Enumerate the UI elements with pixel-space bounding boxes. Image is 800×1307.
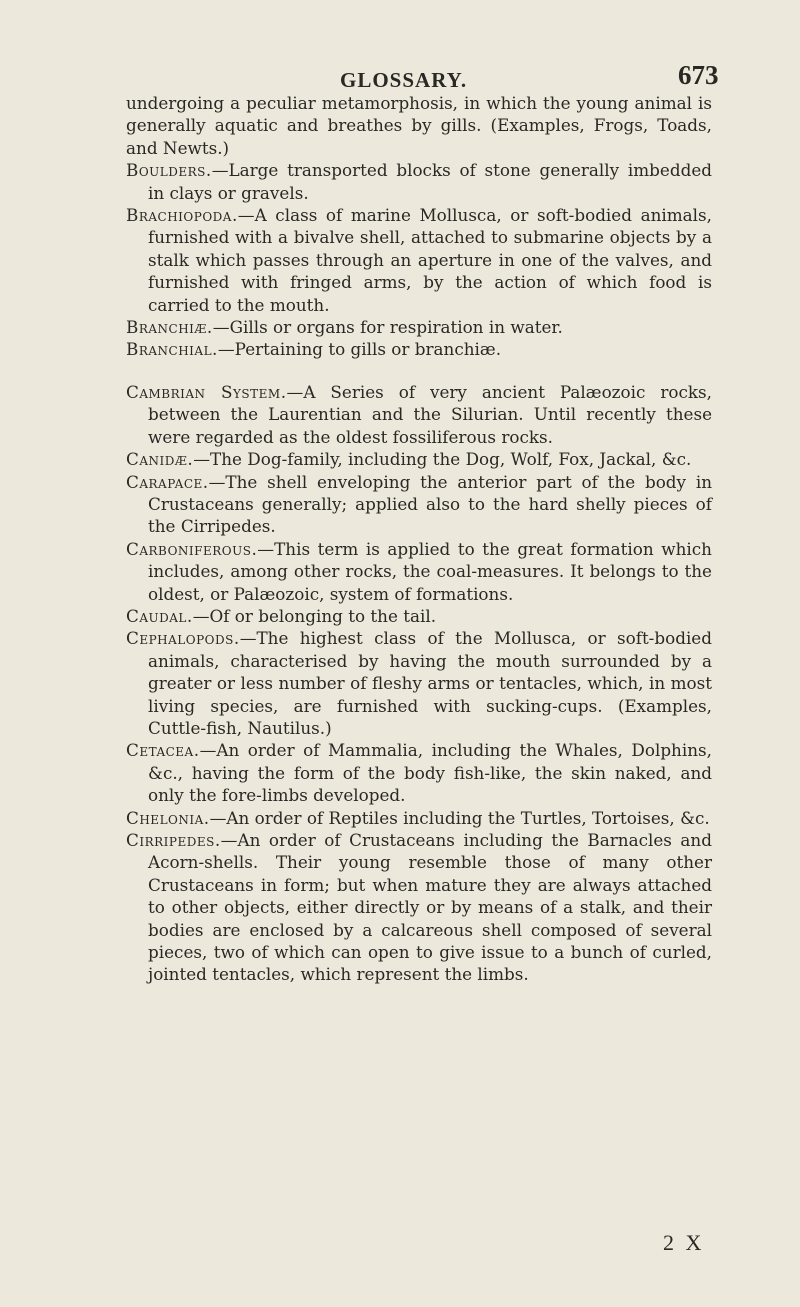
glossary-entry-chelonia <box>126 807 712 829</box>
glossary-entry-brachiopoda <box>126 204 712 316</box>
entry-term: Cephalopods. <box>126 628 240 649</box>
glossary-entry-carboniferous <box>126 538 712 605</box>
glossary-body <box>126 92 712 986</box>
signature-mark: 2 X <box>663 1230 705 1255</box>
glossary-entry-carapace <box>126 471 712 538</box>
entry-definition: —Of or belonging to the tail. <box>192 605 437 626</box>
entry-term: Canidæ. <box>126 449 194 470</box>
glossary-entry-cambrian-system <box>126 381 712 448</box>
glossary-entry-boulders <box>126 159 712 204</box>
glossary-entry-branchial <box>126 338 712 360</box>
entry-definition: —Large transported blocks of stone generally imbedded in clays or gravels. <box>148 160 712 203</box>
entry-definition: undergoing a peculiar metamorphosis, in which the young animal is generally aquatic and breathes by gills. (Examples, Frogs, Toads, and Newts.) <box>126 93 712 158</box>
entry-term: Brachiopoda. <box>126 205 238 226</box>
entry-definition: —Gills or organs for respiration in water. <box>212 317 563 338</box>
entry-term: Cetacea. <box>126 740 200 761</box>
entry-term: Carboniferous. <box>126 538 258 559</box>
glossary-entry-branchiae <box>126 316 712 338</box>
glossary-entry-canidae <box>126 448 712 470</box>
entry-term: Boulders. <box>126 160 212 181</box>
glossary-entry-continuation <box>126 92 712 159</box>
entry-definition: —An order of Crustaceans including the Barnacles and Acorn-shells. Their young resemble those of many other Crustaceans in form; but when mature they are always attached to other objects, either directly or by means of a stalk, and their bodies are enclosed by a calcareous shell composed of several pieces, two of which can open to give issue to a bunch of curled, jointed tentacles, which represent the limbs. <box>148 830 712 985</box>
page-number: 673 <box>678 60 719 90</box>
entry-definition: —The shell enveloping the anterior part of the body in Crustaceans generally; applied also to the hard shelly pieces of the Cirripedes. <box>148 471 712 537</box>
entry-definition: —An order of Reptiles including the Turtles, Tortoises, &c. <box>209 807 710 828</box>
glossary-entry-cephalopods <box>126 627 712 739</box>
entry-term: Carapace. <box>126 471 209 492</box>
entry-definition: —This term is applied to the great formation which includes, among other rocks, the coal-measures. It belongs to the oldest, or Palæozoic, system of formations. <box>148 538 712 604</box>
entry-term: Branchiæ. <box>126 317 213 338</box>
entry-term: Branchial. <box>126 339 218 360</box>
entry-definition: —A class of marine Mollusca, or soft-bodied animals, furnished with a bivalve shell, attached to submarine objects by a stalk which passes through an aperture in one of the valves, and furnished with fringed arms, by the action of which food is carried to the mouth. <box>148 205 712 315</box>
entry-definition: —The highest class of the Mollusca, or soft-bodied animals, characterised by having the mouth surrounded by a greater or less number of fleshy arms or tentacles, which, in most living species, are furnished with sucking-cups. (Examples, Cuttle-fish, Nautilus.) <box>148 628 712 738</box>
entry-definition: —The Dog-family, including the Dog, Wolf, Fox, Jackal, &c. <box>193 449 692 470</box>
glossary-entry-cirripedes <box>126 829 712 986</box>
entry-definition: —A Series of very ancient Palæozoic rocks, between the Laurentian and the Silurian. Until recently these were regarded as the oldest fossiliferous rocks. <box>148 381 712 447</box>
running-title: GLOSSARY. <box>340 68 468 92</box>
entry-definition: —An order of Mammalia, including the Whales, Dolphins, &c., having the form of the body fish-like, the skin naked, and only the fore-limbs developed. <box>148 740 712 806</box>
glossary-entry-cetacea <box>126 739 712 806</box>
entry-term: Chelonia. <box>126 807 210 828</box>
entry-term: Cambrian System. <box>126 381 287 402</box>
glossary-entry-caudal <box>126 605 712 627</box>
entry-term: Caudal. <box>126 605 193 626</box>
entry-definition: —Pertaining to gills or branchiæ. <box>217 339 502 360</box>
entry-term: Cirripedes. <box>126 830 221 850</box>
